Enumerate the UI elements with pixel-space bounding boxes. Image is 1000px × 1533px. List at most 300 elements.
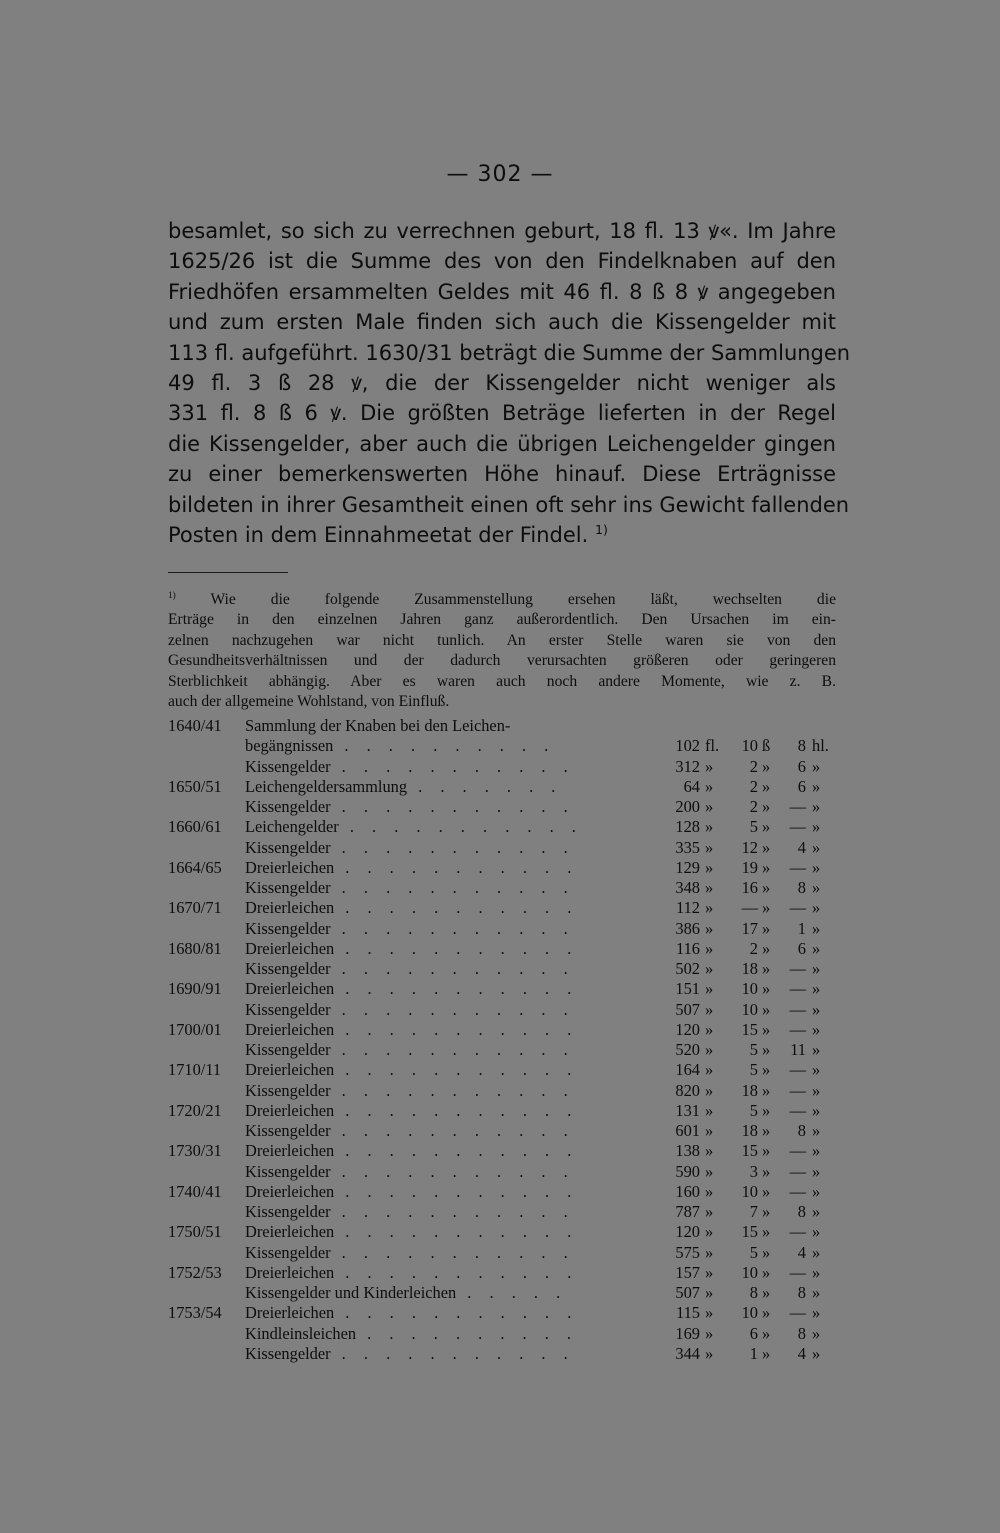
table-year-cell: 1660/61 xyxy=(168,817,222,837)
table-row xyxy=(168,1344,840,1364)
table-leader-dots: . . . . . . . . . . . xyxy=(330,1202,575,1221)
table-heller-cell: — xyxy=(789,1141,806,1161)
body-line: 1625/26 ist die Summe des von den Findelknaben auf den xyxy=(168,249,836,274)
table-row xyxy=(168,716,840,736)
table-gulden-cell: 590 xyxy=(675,1161,700,1181)
table-label-text: Kissengelder und Kinderleichen xyxy=(245,1283,457,1302)
table-label-cell xyxy=(245,959,665,979)
body-line: Friedhöfen ersammelten Geldes mit 46 fl. 8 ß 8 ꝟ angegeben xyxy=(168,279,836,304)
table-heller-cell: — xyxy=(789,999,806,1019)
table-label-text: Dreierleichen xyxy=(245,938,335,958)
table-gulden-cell: 64 xyxy=(683,776,700,796)
table-row xyxy=(168,1141,840,1161)
table-label-cell xyxy=(245,1324,665,1344)
table-gulden-unit: » xyxy=(705,1141,714,1161)
table-schilling-cell: 10 xyxy=(741,1303,758,1323)
table-gulden-cell: 115 xyxy=(676,1303,700,1323)
table-label-text: Dreierleichen xyxy=(245,979,335,999)
table-gulden-cell: 169 xyxy=(675,1323,700,1343)
revenue-table xyxy=(168,716,840,1364)
table-leader-dots: . . . . . . . . . . . xyxy=(334,1060,579,1080)
table-label-cell xyxy=(245,1283,665,1303)
table-leader-dots: . . . . . . . . . . . xyxy=(330,1343,575,1363)
table-heller-cell: — xyxy=(789,1181,806,1201)
table-schilling-cell: 15 xyxy=(741,1141,758,1161)
table-row xyxy=(168,757,840,777)
footnote-line-text: Wie die folgende Zusammenstellung ersehen läßt, wechselten die xyxy=(210,591,836,608)
table-gulden-unit: » xyxy=(705,1080,714,1100)
table-row xyxy=(168,1283,840,1303)
table-gulden-cell: 160 xyxy=(675,1181,700,1201)
table-gulden-unit: » xyxy=(705,756,714,776)
table-row xyxy=(168,1101,840,1121)
table-label-cell xyxy=(245,898,665,918)
table-gulden-unit: » xyxy=(705,1202,714,1221)
body-line: 331 fl. 8 ß 6 ꝟ. Die größten Beträge lieferten in der Regel xyxy=(168,401,836,426)
table-heller-unit: » xyxy=(812,1040,821,1059)
table-label-cell xyxy=(245,979,665,999)
table-heller-unit: » xyxy=(812,797,821,816)
table-heller-unit: » xyxy=(812,817,821,837)
table-heller-unit: » xyxy=(812,1141,821,1161)
table-schilling-cell: 8 xyxy=(749,1283,758,1302)
table-label-text: Kissengelder xyxy=(245,999,331,1019)
table-schilling-cell: 10 xyxy=(741,736,758,756)
table-gulden-unit: » xyxy=(705,898,714,918)
table-schilling-unit: » xyxy=(762,1040,771,1059)
table-label-text: Kissengelder xyxy=(245,878,331,897)
table-schilling-cell: 19 xyxy=(741,857,758,877)
table-schilling-unit: » xyxy=(762,857,771,877)
table-gulden-unit: » xyxy=(705,1181,714,1201)
table-heller-cell: 4 xyxy=(797,837,806,857)
table-heller-unit: » xyxy=(812,1121,821,1140)
table-heller-unit: » xyxy=(812,756,821,776)
table-gulden-cell: 131 xyxy=(675,1100,700,1120)
body-line: bildeten in ihrer Gesamtheit einen oft sehr ins Gewicht fallenden xyxy=(168,492,850,517)
table-schilling-cell: 2 xyxy=(749,938,758,958)
table-label-cell xyxy=(245,817,665,837)
table-heller-unit: » xyxy=(812,999,821,1019)
table-heller-unit: hl. xyxy=(812,736,829,756)
table-label-text: Kissengelder xyxy=(245,1040,331,1059)
table-gulden-cell: 129 xyxy=(675,857,700,877)
table-heller-unit: » xyxy=(812,857,821,877)
table-row xyxy=(168,1202,840,1222)
table-heller-cell: — xyxy=(789,1161,806,1181)
table-schilling-cell: 5 xyxy=(749,817,758,837)
table-heller-cell: 4 xyxy=(797,1242,806,1262)
table-label-text: Sammlung der Knaben bei den Leichen- xyxy=(245,716,511,735)
table-schilling-unit: » xyxy=(762,817,771,837)
table-gulden-unit: » xyxy=(705,959,714,978)
footnote-divider xyxy=(168,572,288,573)
table-schilling-unit: » xyxy=(762,959,771,978)
table-leader-dots: . . . . . . . . . . . xyxy=(334,1181,579,1201)
table-schilling-cell: 5 xyxy=(749,1242,758,1262)
table-label-cell xyxy=(245,1222,665,1242)
footnote-line: Gesundheitsverhältnissen und der dadurch verursachten größeren oder geringeren xyxy=(168,652,836,670)
table-leader-dots: . . . . . . . . . . . xyxy=(334,898,579,918)
table-schilling-unit: » xyxy=(762,1121,771,1140)
table-leader-dots: . . . . . . . . . . . xyxy=(334,1222,579,1242)
table-heller-cell: — xyxy=(789,1222,806,1242)
table-row xyxy=(168,797,840,817)
table-row xyxy=(168,979,840,999)
table-heller-unit: » xyxy=(812,979,821,999)
table-heller-unit: » xyxy=(812,1181,821,1201)
table-schilling-cell: 18 xyxy=(741,1121,758,1140)
table-schilling-cell: 5 xyxy=(749,1040,758,1059)
table-gulden-cell: 128 xyxy=(675,817,700,837)
table-year-cell: 1680/81 xyxy=(168,938,222,958)
table-heller-cell: 6 xyxy=(797,938,806,958)
table-gulden-unit: » xyxy=(705,938,714,958)
table-row xyxy=(168,1121,840,1141)
table-heller-cell: — xyxy=(789,898,806,918)
table-leader-dots: . . . . . . . . . . . xyxy=(330,999,575,1019)
table-label-cell xyxy=(245,797,665,817)
body-line xyxy=(168,520,836,550)
table-row xyxy=(168,1263,840,1283)
table-gulden-unit: » xyxy=(705,776,714,796)
table-schilling-unit: » xyxy=(762,1181,771,1201)
table-gulden-unit: fl. xyxy=(705,736,720,756)
table-leader-dots: . . . . . xyxy=(456,1283,568,1302)
table-label-cell xyxy=(245,1162,665,1182)
table-schilling-unit: » xyxy=(762,1141,771,1161)
table-heller-unit: » xyxy=(812,878,821,897)
table-gulden-unit: » xyxy=(705,1323,714,1343)
table-gulden-unit: » xyxy=(705,1303,714,1323)
table-year-cell: 1710/11 xyxy=(168,1060,222,1080)
table-schilling-unit: » xyxy=(762,1019,771,1039)
table-schilling-unit: » xyxy=(762,1202,771,1221)
table-label-cell xyxy=(245,858,665,878)
table-heller-unit: » xyxy=(812,1060,821,1080)
footnote xyxy=(168,590,836,712)
table-leader-dots: . . . . . . . . . . . xyxy=(338,817,583,837)
table-gulden-unit: » xyxy=(705,1242,714,1262)
body-line: besamlet, so sich zu verrechnen geburt, 18 fl. 13 ꝟ«. Im Jahre xyxy=(168,219,836,243)
table-label-cell xyxy=(245,919,665,939)
table-label-text: Kissengelder xyxy=(245,1343,331,1363)
table-schilling-unit: » xyxy=(762,1262,771,1282)
table-label-cell xyxy=(245,757,665,777)
body-line: 113 fl. aufgeführt. 1630/31 beträgt die Summe der Sammlungen xyxy=(168,340,851,365)
table-schilling-cell: 5 xyxy=(749,1100,758,1120)
table-schilling-unit: ß xyxy=(762,736,771,756)
table-row xyxy=(168,777,840,797)
body-paragraph xyxy=(168,216,851,550)
footnote-line: Sterblichkeit abhängig. Aber es waren auch noch andere Momente, wie z. B. xyxy=(168,672,836,690)
table-heller-cell: 8 xyxy=(797,1121,806,1140)
table-row xyxy=(168,919,840,939)
table-row xyxy=(168,817,840,837)
table-label-cell xyxy=(245,939,665,959)
table-year-cell: 1753/54 xyxy=(168,1303,222,1323)
table-gulden-unit: » xyxy=(705,857,714,877)
table-gulden-cell: 507 xyxy=(675,1283,700,1302)
table-gulden-cell: 102 xyxy=(675,736,700,756)
table-year-cell: 1670/71 xyxy=(168,898,222,918)
table-schilling-cell: 10 xyxy=(741,999,758,1019)
table-schilling-cell: 6 xyxy=(749,1323,758,1343)
table-label-text: Dreierleichen xyxy=(245,857,335,877)
table-schilling-unit: » xyxy=(762,1283,771,1302)
footnote-line xyxy=(168,590,836,610)
table-row xyxy=(168,898,840,918)
table-label-text: Dreierleichen xyxy=(245,898,335,918)
table-label-cell xyxy=(245,1344,665,1364)
table-label-text: Kissengelder xyxy=(245,837,331,857)
table-label-cell xyxy=(245,1303,665,1323)
table-row xyxy=(168,1000,840,1020)
table-gulden-cell: 157 xyxy=(675,1262,700,1282)
table-heller-unit: » xyxy=(812,1019,821,1039)
table-label-text: Kissengelder xyxy=(245,918,331,938)
table-heller-unit: » xyxy=(812,776,821,796)
table-schilling-unit: » xyxy=(762,1343,771,1363)
table-schilling-unit: » xyxy=(762,1161,771,1181)
table-heller-unit: » xyxy=(812,1242,821,1262)
table-leader-dots: . . . . . . . . . . . xyxy=(330,918,575,938)
table-gulden-unit: » xyxy=(705,918,714,938)
body-line: die Kissengelder, aber auch die übrigen Leichengelder gingen xyxy=(168,431,836,456)
table-row xyxy=(168,1020,840,1040)
table-heller-cell: 6 xyxy=(797,776,806,796)
table-label-cell xyxy=(245,1101,665,1121)
table-leader-dots: . . . . . . . . . . xyxy=(356,1323,579,1343)
table-leader-dots: . . . . . . . . . . . xyxy=(330,1161,575,1181)
table-label-text: Kindleinsleichen xyxy=(245,1323,357,1343)
table-year-cell: 1720/21 xyxy=(168,1100,222,1120)
table-heller-cell: 4 xyxy=(797,1343,806,1363)
table-gulden-cell: 138 xyxy=(675,1141,700,1161)
footnote-line: zelnen nachzugehen war nicht tunlich. An erster Stelle waren sie von den xyxy=(168,631,836,649)
table-gulden-unit: » xyxy=(705,999,714,1019)
table-label-cell xyxy=(245,777,665,797)
table-label-cell xyxy=(245,1243,665,1263)
table-row xyxy=(168,1162,840,1182)
table-label-text: Kissengelder xyxy=(245,1202,331,1221)
table-gulden-cell: 151 xyxy=(675,979,700,999)
table-heller-cell: 8 xyxy=(797,1283,806,1302)
footnote-line: Erträge in den einzelnen Jahren ganz außerordentlich. Den Ursachen im ein- xyxy=(168,611,836,629)
table-heller-cell: — xyxy=(789,1100,806,1120)
table-label-text: Kissengelder xyxy=(245,1242,331,1262)
table-schilling-unit: » xyxy=(762,1303,771,1323)
table-label-cell xyxy=(245,1000,665,1020)
table-leader-dots: . . . . . . . . . . . xyxy=(334,979,579,999)
table-heller-unit: » xyxy=(812,837,821,857)
footnote-marker: 1) xyxy=(168,590,176,601)
table-gulden-unit: » xyxy=(705,1222,714,1242)
table-heller-unit: » xyxy=(812,1283,821,1302)
table-gulden-cell: 787 xyxy=(675,1202,700,1221)
table-label-text: Leichengeldersammlung xyxy=(245,776,408,796)
footnote-reference: 1) xyxy=(594,521,608,537)
page-number: — 302 — xyxy=(446,162,554,187)
table-row xyxy=(168,959,840,979)
table-gulden-unit: » xyxy=(705,1019,714,1039)
table-heller-unit: » xyxy=(812,959,821,978)
table-year-cell: 1690/91 xyxy=(168,979,222,999)
table-leader-dots: . . . . . . . . . . . xyxy=(330,959,575,978)
table-label-text: Kissengelder xyxy=(245,797,331,816)
body-line: und zum ersten Male finden sich auch die Kissengelder mit xyxy=(168,310,836,335)
table-heller-cell: 8 xyxy=(797,736,806,756)
table-label-cell xyxy=(245,1060,665,1080)
table-gulden-cell: 820 xyxy=(675,1080,700,1100)
table-year-cell: 1730/31 xyxy=(168,1141,222,1161)
table-leader-dots: . . . . . . . . . . . xyxy=(334,1303,579,1323)
table-label-cell xyxy=(245,1121,665,1141)
table-label-cell xyxy=(245,1020,665,1040)
table-heller-cell: — xyxy=(789,1262,806,1282)
table-leader-dots: . . . . . . . . . . . xyxy=(330,1080,575,1100)
table-schilling-cell: 10 xyxy=(741,1181,758,1201)
table-label-text: Dreierleichen xyxy=(245,1262,335,1282)
table-schilling-cell: 5 xyxy=(749,1060,758,1080)
table-label-text: Kissengelder xyxy=(245,756,331,776)
table-schilling-cell: 10 xyxy=(741,1262,758,1282)
table-heller-unit: » xyxy=(812,1202,821,1221)
table-heller-cell: 6 xyxy=(797,756,806,776)
table-gulden-cell: 112 xyxy=(676,898,700,918)
table-schilling-cell: 18 xyxy=(741,959,758,978)
table-schilling-cell: 12 xyxy=(741,837,758,857)
table-schilling-unit: » xyxy=(762,837,771,857)
table-heller-cell: — xyxy=(789,979,806,999)
table-row xyxy=(168,736,840,756)
body-line-text: Posten in dem Einnahmeetat der Findel. xyxy=(168,522,589,547)
table-gulden-unit: » xyxy=(705,979,714,999)
table-label-text: Dreierleichen xyxy=(245,1019,335,1039)
table-schilling-cell: 2 xyxy=(749,797,758,816)
table-heller-cell: — xyxy=(789,857,806,877)
table-schilling-unit: » xyxy=(762,898,771,918)
table-label-cell xyxy=(245,1040,665,1060)
table-row xyxy=(168,1303,840,1323)
table-schilling-unit: » xyxy=(762,938,771,958)
table-gulden-cell: 116 xyxy=(676,938,700,958)
table-row xyxy=(168,1222,840,1242)
table-label-text: Dreierleichen xyxy=(245,1100,335,1120)
table-row xyxy=(168,1182,840,1202)
table-leader-dots: . . . . . . . xyxy=(407,776,563,796)
table-label-cell xyxy=(245,838,665,858)
table-gulden-cell: 344 xyxy=(675,1343,700,1363)
table-heller-cell: 11 xyxy=(790,1040,806,1059)
table-row xyxy=(168,1324,840,1344)
table-gulden-cell: 164 xyxy=(675,1060,700,1080)
table-gulden-cell: 520 xyxy=(675,1040,700,1059)
table-label-text: Dreierleichen xyxy=(245,1303,335,1323)
table-label-text: Kissengelder xyxy=(245,959,331,978)
table-row xyxy=(168,878,840,898)
table-row xyxy=(168,838,840,858)
table-schilling-cell: 10 xyxy=(741,979,758,999)
table-schilling-unit: » xyxy=(762,1100,771,1120)
table-gulden-unit: » xyxy=(705,1343,714,1363)
table-year-cell: 1752/53 xyxy=(168,1262,222,1282)
table-schilling-unit: » xyxy=(762,1080,771,1100)
table-row xyxy=(168,1060,840,1080)
table-gulden-cell: 348 xyxy=(675,878,700,897)
table-label-cell xyxy=(245,1263,665,1283)
table-schilling-unit: » xyxy=(762,1060,771,1080)
table-leader-dots: . . . . . . . . . . . xyxy=(330,1121,575,1140)
table-heller-cell: — xyxy=(789,1019,806,1039)
table-schilling-cell: 2 xyxy=(749,756,758,776)
table-year-cell: 1750/51 xyxy=(168,1222,222,1242)
table-heller-unit: » xyxy=(812,898,821,918)
table-heller-unit: » xyxy=(812,1323,821,1343)
footnote-line: auch der allgemeine Wohlstand, von Einfluß. xyxy=(168,692,450,710)
table-leader-dots: . . . . . . . . . . xyxy=(333,736,556,756)
table-row xyxy=(168,858,840,878)
table-label-text: Dreierleichen xyxy=(245,1181,335,1201)
table-schilling-cell: 17 xyxy=(741,918,758,938)
table-gulden-unit: » xyxy=(705,1262,714,1282)
table-year-cell: 1650/51 xyxy=(168,776,222,796)
table-label-cell xyxy=(245,1182,665,1202)
table-heller-unit: » xyxy=(812,1161,821,1181)
table-leader-dots: . . . . . . . . . . . xyxy=(330,878,575,897)
table-row xyxy=(168,939,840,959)
table-leader-dots: . . . . . . . . . . . xyxy=(330,756,575,776)
table-year-cell: 1700/01 xyxy=(168,1019,222,1039)
table-schilling-cell: 2 xyxy=(749,776,758,796)
table-heller-cell: — xyxy=(789,817,806,837)
table-label-text: begängnissen xyxy=(245,736,334,756)
table-schilling-unit: » xyxy=(762,999,771,1019)
table-gulden-cell: 507 xyxy=(675,999,700,1019)
table-heller-cell: 1 xyxy=(797,918,806,938)
table-leader-dots: . . . . . . . . . . . xyxy=(334,1262,579,1282)
table-heller-unit: » xyxy=(812,918,821,938)
table-label-text: Leichengelder xyxy=(245,817,339,837)
table-gulden-unit: » xyxy=(705,797,714,816)
table-gulden-unit: » xyxy=(705,1040,714,1059)
table-schilling-unit: » xyxy=(762,918,771,938)
table-label-cell xyxy=(245,878,665,898)
table-schilling-cell: 15 xyxy=(741,1222,758,1242)
table-year-cell: 1640/41 xyxy=(168,716,222,735)
table-schilling-unit: » xyxy=(762,1242,771,1262)
table-label-cell xyxy=(245,1141,665,1161)
table-heller-cell: 8 xyxy=(797,1202,806,1221)
table-gulden-cell: 312 xyxy=(675,756,700,776)
table-schilling-cell: 3 xyxy=(749,1161,758,1181)
table-heller-cell: — xyxy=(789,1303,806,1323)
table-year-cell: 1740/41 xyxy=(168,1181,222,1201)
table-label-cell xyxy=(245,716,665,736)
table-heller-cell: — xyxy=(789,1080,806,1100)
table-gulden-unit: » xyxy=(705,837,714,857)
table-schilling-cell: 16 xyxy=(741,878,758,897)
table-schilling-cell: 7 xyxy=(749,1202,758,1221)
table-gulden-cell: 120 xyxy=(675,1222,700,1242)
table-leader-dots: . . . . . . . . . . . xyxy=(330,797,575,816)
table-row xyxy=(168,1243,840,1263)
table-schilling-cell: — xyxy=(741,898,758,918)
table-leader-dots: . . . . . . . . . . . xyxy=(330,837,575,857)
table-label-text: Kissengelder xyxy=(245,1121,331,1140)
table-leader-dots: . . . . . . . . . . . xyxy=(330,1040,575,1059)
table-schilling-cell: 15 xyxy=(741,1019,758,1039)
